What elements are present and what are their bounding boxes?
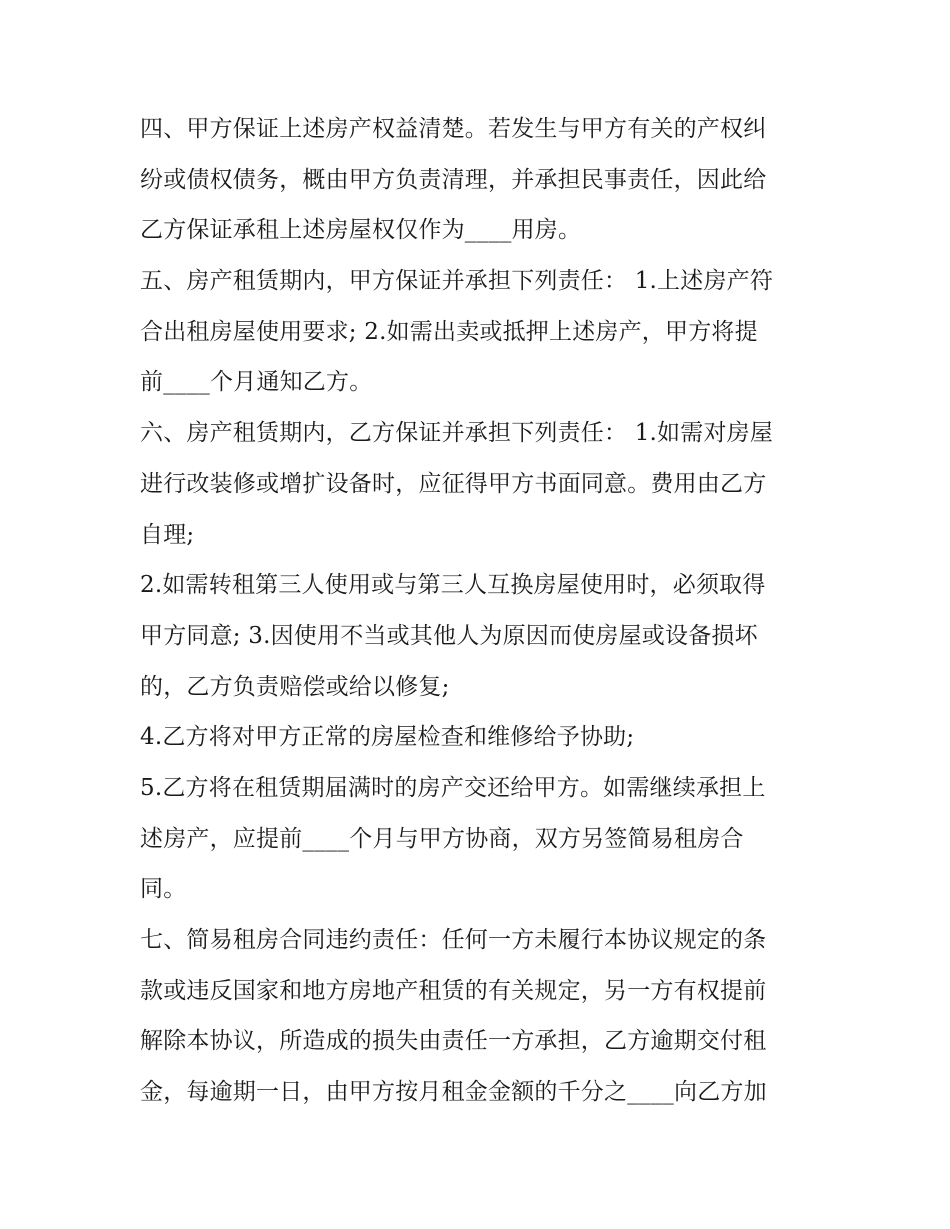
text-line: 前____个月通知乙方。 (140, 369, 373, 396)
text-line: 5.乙方将在租赁期届满时的房产交还给甲方。如需继续承担上 (140, 774, 766, 801)
text-line: 金，每逾期一日，由甲方按月租金金额的千分之____向乙方加 (140, 1079, 767, 1106)
text-line: 甲方同意; 3.因使用不当或其他人为原因而使房屋或设备损坏 (140, 622, 758, 649)
text-line: 合出租房屋使用要求; 2.如需出卖或抵押上述房产，甲方将提 (140, 318, 758, 345)
text-line: 的，乙方负责赔偿或给以修复; (140, 673, 450, 700)
text-line: 2.如需转租第三人使用或与第三人互换房屋使用时，必须取得 (140, 572, 766, 599)
text-line: 七、简易租房合同违约责任：任何一方未履行本协议规定的条 (140, 927, 767, 953)
text-line: 述房产，应提前____个月与甲方协商，双方另签简易租房合 (140, 825, 744, 852)
text-line: 解除本协议，所造成的损失由责任一方承担，乙方逾期交付租 (140, 1028, 767, 1055)
text-line: 款或违反国家和地方房地产租赁的有关规定，另一方有权提前 (140, 977, 767, 1004)
text-line: 同。 (140, 876, 187, 903)
text-line: 五、房产租赁期内，甲方保证并承担下列责任： 1.上述房产符 (140, 268, 774, 295)
text-line: 纷或债权债务，概由甲方负责清理，并承担民事责任，因此给 (140, 166, 767, 193)
text-line: 六、房产租赁期内，乙方保证并承担下列责任： 1.如需对房屋 (140, 420, 774, 447)
text-line: 4.乙方将对甲方正常的房屋检查和维修给予协助; (140, 724, 635, 751)
document-body (140, 104, 820, 1118)
text-line: 四、甲方保证上述房产权益清楚。若发生与甲方有关的产权纠 (140, 116, 767, 142)
text-line: 乙方保证承租上述房屋权仅作为____用房。 (140, 217, 582, 244)
text-line: 进行改装修或增扩设备时，应征得甲方书面同意。费用由乙方 (140, 470, 767, 497)
text-line: 自理; (140, 521, 195, 548)
